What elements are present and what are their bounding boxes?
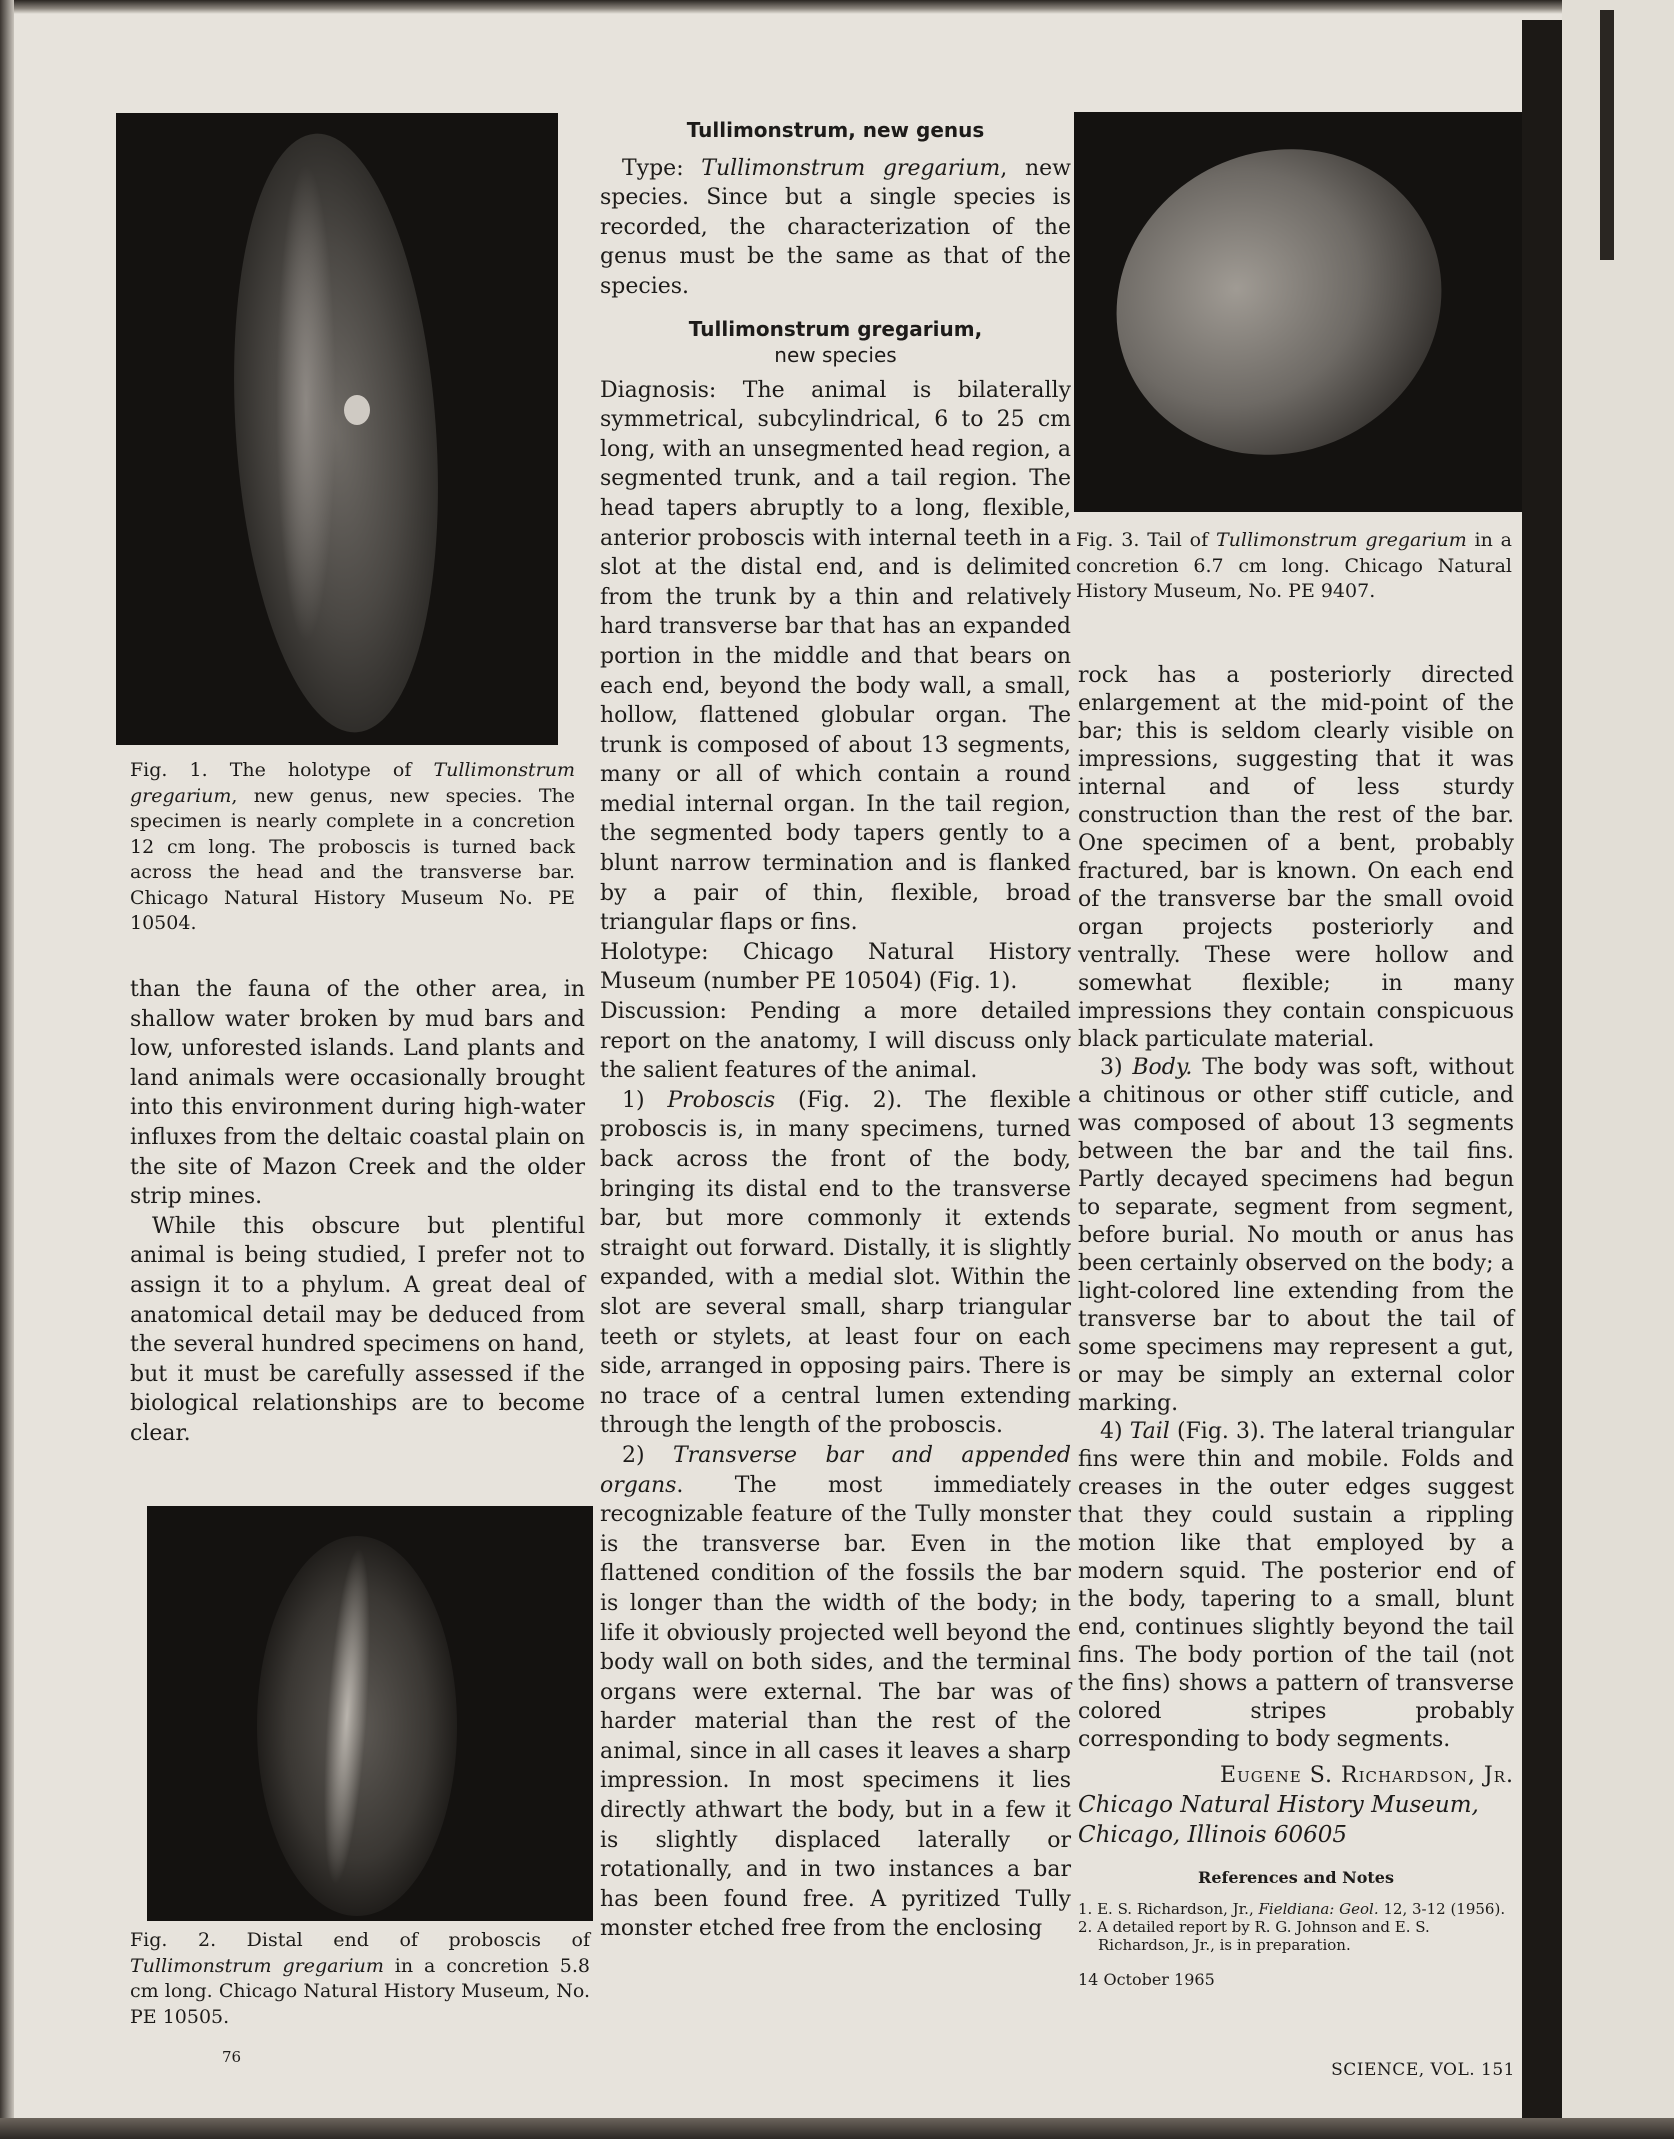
paragraph	[130, 975, 585, 1212]
journal-footer: SCIENCE, VOL. 151	[1331, 2060, 1515, 2080]
text-run: 4)	[1100, 1419, 1130, 1444]
references-heading: References and Notes	[1198, 1868, 1394, 1887]
figure-3-caption	[1076, 528, 1512, 605]
paragraph	[600, 997, 1071, 1086]
text-run: 2. A detailed report by R. G. Johnson and E. S. Richardson, Jr., is in preparation.	[1078, 1918, 1430, 1954]
paragraph	[600, 1086, 1071, 1441]
figure-1-caption	[130, 758, 575, 937]
italic-text: Tullimonstrum gregarium	[701, 155, 1001, 181]
text-run: , new genus, new species. The specimen is nearly complete in a concretion 12 cm long. The proboscis is turned back across the head and the transverse bar. Chicago Natural History Museum No. PE 10504.	[130, 784, 575, 934]
text-run: (Fig. 2). The flexible proboscis is, in many specimens, turned back across the front of the body, bringing its distal end to the transverse bar, but more commonly it extends straight out forward. Distally, it is slightly expanded, with a medial slot. Within the slot are several small, sharp triangular teeth or stylets, at least four on each side, arranged in opposing pairs. There is no trace of a central lumen extending through the length of the proboscis.	[600, 1087, 1071, 1439]
text-run: 12, 3-12 (1956).	[1378, 1900, 1506, 1918]
text-run: Diagnosis: The animal is bilaterally symmetrical, subcylindrical, 6 to 25 cm long, with an unsegmented head region, a segmented trunk, and a tail region. The head tapers abruptly to a long, flexible, anterior proboscis with internal teeth in a slot at the distal end, and is delimited from the trunk by a thin and relatively hard transverse bar that has an expanded portion in the middle and that bears on each end, beyond the body wall, a small, hollow, flattened globular organ. The trunk is composed of about 13 segments, many or all of which contain a round medial internal organ. In the tail region, the segmented body tapers gently to a blunt narrow termination and is flanked by a pair of thin, flexible, broad triangular flaps or fins.	[600, 377, 1071, 936]
text-run: The body was soft, without a chitinous or other stiff cuticle, and was composed of about 13 segments between the bar and the tail fins. Partly decayed specimens had begun to separate, segment from segment, before burial. No mouth or anus has been certainly observed on the body; a light-colored line extending from the transverse bar to about the tail of some specimens may represent a gut, or may be simply an external color marking.	[1078, 1055, 1514, 1416]
paragraph	[1078, 662, 1514, 1054]
text-run: than the fauna of the other area, in shallow water broken by mud bars and low, unforested islands. Land plants and land animals were occasionally brought into this environment during high-water influxes from the deltaic coastal plain on the site of Mazon Creek and the older strip mines.	[130, 977, 585, 1210]
figure-3-photo	[1074, 112, 1522, 512]
italic-text: Tail	[1129, 1419, 1170, 1444]
text-run: in a concretion 6.7 cm long. Chicago Natural History Museum, No. PE 9407.	[1076, 529, 1512, 602]
italic-text: Transverse bar and appended organs	[600, 1442, 1072, 1498]
next-page-margin	[1562, 0, 1674, 2139]
italic-text: Body.	[1132, 1055, 1193, 1080]
italic-text: Tullimonstrum gregarium	[130, 759, 575, 807]
paragraph	[600, 154, 1071, 302]
paragraph	[1078, 1054, 1514, 1418]
text-run: Fig. 1. The holotype of	[130, 759, 434, 781]
figure-2-caption	[130, 1928, 590, 2030]
text-run: (Fig. 3). The lateral triangular fins were thin and mobile. Folds and creases in the outer edges suggest that they could sustain a rippling motion like that employed by a modern squid. The posterior end of the body, tapering to a small, blunt end, continues slightly beyond the tail fins. The body portion of the tail (not the fins) shows a pattern of transverse colored stripes probably corresponding to body segments.	[1078, 1419, 1514, 1752]
right-column-text	[1078, 662, 1514, 1994]
species-heading-title: Tullimonstrum gregarium,	[688, 316, 983, 341]
text-run: . The most immediately recognizable feature of the Tully monster is the transverse bar. Even in the flattened condition of the fossils the bar is longer than the width of the body; in life it obviously projected well beyond the body wall on both sides, and the terminal organs were external. The bar was of harder material than the rest of the animal, since in all cases it leaves a sharp impression. In most specimens it lies directly athwart the body, but in a few it is slightly displaced laterally or rotationally, and in two instances a bar has been found free. A pyritized Tully monster etched free from the enclosing	[600, 1472, 1071, 1942]
text-run: 1)	[622, 1087, 668, 1113]
text-run: Holotype: Chicago Natural History Museum (number PE 10504) (Fig. 1).	[600, 939, 1071, 995]
italic-text: Tullimonstrum gregarium	[130, 1954, 384, 1977]
paragraph	[600, 1441, 1071, 1944]
paragraph	[600, 376, 1071, 938]
italic-text: Fieldiana: Geol.	[1258, 1900, 1379, 1918]
scan-edge-top	[0, 0, 1674, 14]
text-run: Fig. 3. Tail of	[1076, 529, 1216, 551]
paragraph	[130, 1212, 585, 1449]
text-run: Type:	[622, 155, 702, 181]
text-run: Fig. 2. Distal end of proboscis of	[130, 1929, 590, 1951]
scan-gutter-shadow	[1522, 20, 1562, 2118]
genus-heading: Tullimonstrum, new genus	[686, 118, 985, 142]
scan-edge-left	[0, 0, 14, 2139]
paragraph	[600, 938, 1071, 997]
text-run: 2)	[622, 1442, 673, 1468]
italic-text: Tullimonstrum gregarium	[1215, 529, 1467, 551]
figure-1-photo	[116, 113, 558, 745]
author-name: Eugene S. Richardson, Jr.	[1220, 1763, 1514, 1788]
paragraph	[1078, 1418, 1514, 1754]
scan-edge-right	[1600, 10, 1614, 260]
page-number: 76	[222, 2048, 242, 2066]
species-heading	[600, 316, 1071, 368]
figure-2-photo	[147, 1506, 593, 1921]
reference-item	[1078, 1918, 1514, 1954]
text-run: 3)	[1100, 1055, 1133, 1080]
text-run: Discussion: Pending a more detailed report on the anatomy, I will discuss only the salient features of the animal.	[600, 999, 1071, 1084]
affiliation: Chicago Natural History Museum,	[1078, 1792, 1479, 1818]
species-heading-subtitle: new species	[774, 342, 897, 367]
text-run: , new species. Since but a single species is recorded, the characterization of the genus must be the same as that of the species.	[600, 155, 1071, 299]
text-run: rock has a posteriorly directed enlargement at the mid-point of the bar; this is seldom clearly visible on impressions, suggesting that it was internal and of less sturdy construction than the rest of the bar. One specimen of a bent, probably fractured, bar is known. On each end of the transverse bar the small ovoid organ projects posteriorly and ventrally. These were hollow and somewhat flexible; in many impressions they contain conspicuous black particulate material.	[1078, 663, 1514, 1052]
text-run: While this obscure but plentiful animal is being studied, I prefer not to assign it to a phylum. A great deal of anatomical detail may be deduced from the several hundred specimens on hand, but it must be carefully assessed if the biological relationships are to become clear.	[130, 1213, 585, 1446]
scan-edge-bottom	[0, 2118, 1674, 2139]
text-run: in a concretion 5.8 cm long. Chicago Natural History Museum, No. PE 10505.	[130, 1954, 590, 2028]
text-run: 1. E. S. Richardson, Jr.,	[1078, 1900, 1259, 1918]
left-column-text	[130, 975, 585, 1449]
received-date: 14 October 1965	[1078, 1970, 1215, 1989]
affiliation-address: Chicago, Illinois 60605	[1078, 1822, 1348, 1848]
middle-column-text	[600, 116, 1071, 1944]
italic-text: Proboscis	[667, 1087, 776, 1113]
reference-item	[1078, 1900, 1514, 1918]
